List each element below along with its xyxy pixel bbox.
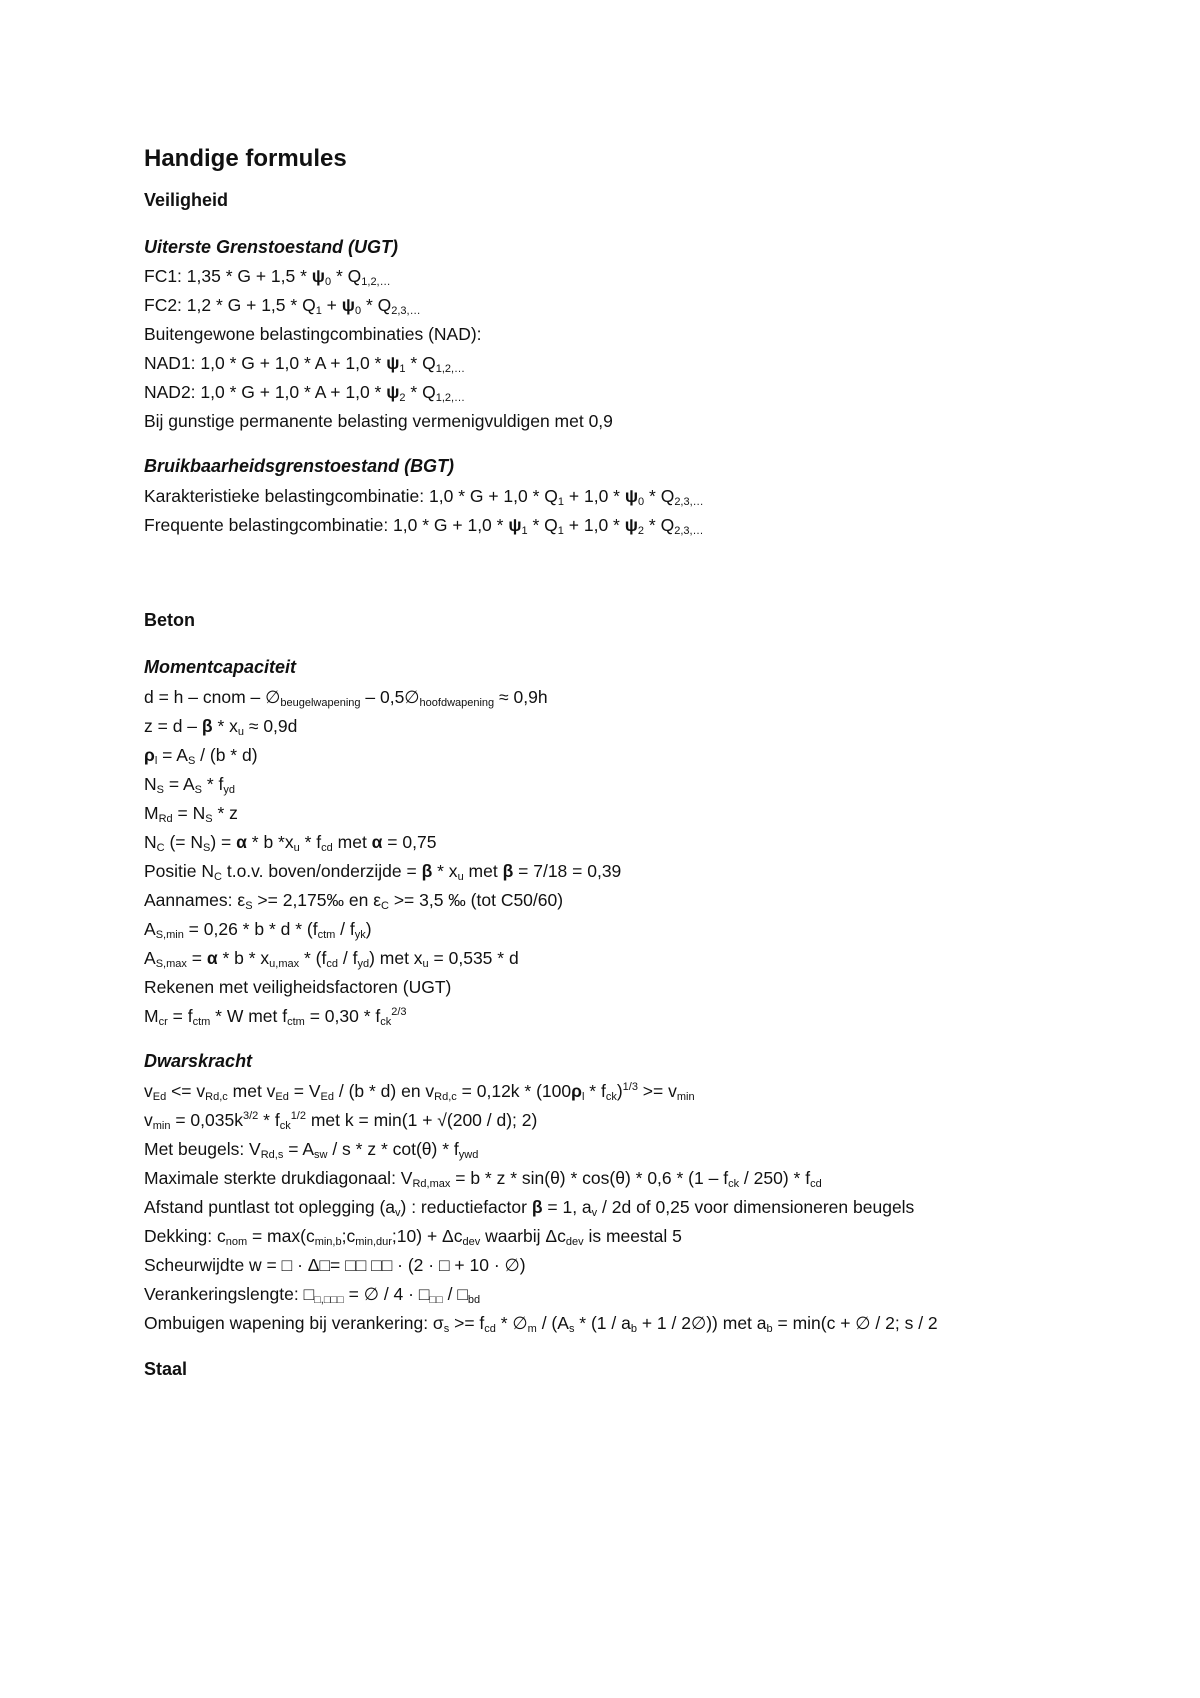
formula-nad2: NAD2: $1,0 * G + 1,0 * A + 1,0 * \psi_2 * Q_{1,2,\dots}$ bbox=[144, 382, 466, 404]
formula-z: $z = d - \beta * x_u \approx 0,9d$ bbox=[144, 716, 298, 738]
nad-heading: Buitengewone belastingcombinaties (NAD): bbox=[144, 324, 482, 344]
formula-positie-nc: Positie $N_C$ t.o.v. boven/onderzijde = β * $x_u$ met β = 7/18 = 0,39 bbox=[144, 861, 622, 883]
formula-ns: $N_S = A_S * f_{yd}$ bbox=[144, 774, 236, 796]
formula-mrd: $M_{Rd} = N_S * z$ bbox=[144, 803, 238, 825]
formula-as-max: $A_{S,max} = \alpha * b * x_{u,max} * (f_{cd} / f_{yd})$ met $x_u = 0,535 * d$ bbox=[144, 948, 519, 970]
note-veiligheidsfactoren: Rekenen met veiligheidsfactoren (UGT) bbox=[144, 977, 452, 997]
formula-drukdiagonaal: Maximale sterkte drukdiagonaal: $V_{Rd,max} = b * z * \sin(\theta) * \cos(\theta) * 0,6 * (1 - f_{ck} / 250) * f_{cd}$ bbox=[144, 1168, 822, 1190]
formula-verankeringslengte: Verankeringslengte: $□_{□,□□□}$ = ∅ / $4 \cdot □_{□□}$ / $□_{bd}$ bbox=[144, 1284, 481, 1306]
formula-scheurwijdte: Scheurwijdte w = □ · Δ□= □□ □□ · (2 · □ + 10 · ∅) bbox=[144, 1255, 526, 1275]
formula-ombuigen: Ombuigen wapening bij verankering: $\sigma_s >= f_{cd}$ * $\emptyset_m / (A_s * (1 / a_b + 1$ / 2∅)) met $a_b = \min(c$ + ∅ / 2; s / 2 bbox=[144, 1313, 938, 1335]
formula-nad1: NAD1: $1,0 * G + 1,0 * A + 1,0 * \psi_1 * Q_{1,2,\dots}$ bbox=[144, 353, 466, 375]
heading-beton: Beton bbox=[144, 610, 195, 630]
formula-nc: $N_C$ (= $N_S) = \alpha * b$ $*x_u * f_{cd}$ met α = 0,75 bbox=[144, 832, 437, 854]
heading-ugt: Uiterste Grenstoestand (UGT) bbox=[144, 237, 399, 257]
formula-karakteristiek: Karakteristieke belastingcombinatie: $1,0 * G + 1,0 * Q_1 + 1,0 * \psi_0 * Q_{2,3,\dots}$ bbox=[144, 486, 704, 508]
heading-bgt: Bruikbaarheidsgrenstoestand (BGT) bbox=[144, 456, 455, 476]
formula-vmin: $v_{min} = 0,035k^{3/2} * f_{ck}^{1/2}$ met k = min(1 + √(200 / d); 2) bbox=[144, 1110, 538, 1132]
formula-rho: $\rho_l = A_S / (b * d)$ bbox=[144, 745, 258, 767]
formula-afstand-puntlast: Afstand puntlast tot oplegging $(a_v)$ : reductiefactor β = 1, $a_v / 2d$ of 0,25 voor dimensioneren beugels bbox=[144, 1197, 915, 1219]
formula-beugels: Met beugels: $V_{Rd,s} = A_{sw} / s * z * \cot(\theta) * f_{ywd}$ bbox=[144, 1139, 479, 1161]
formula-d: d = h – cnom – $\emptyset_{beugelwapening}$ – $0,5\emptyset_{hoofdwapening} \approx 0,9h$ bbox=[144, 687, 548, 709]
formula-as-min: $A_{S,min} = 0,26 * b * d * (f_{ctm} / f_{yk})$ bbox=[144, 919, 372, 941]
heading-staal: Staal bbox=[144, 1359, 188, 1379]
note-gunstig: Bij gunstige permanente belasting vermenigvuldigen met 0,9 bbox=[144, 411, 613, 431]
formula-fc1: FC1: $1,35 * G + 1,5 * \psi_0 * Q_{1,2,\dots}$ bbox=[144, 266, 391, 288]
heading-momentcapaciteit: Momentcapaciteit bbox=[144, 657, 297, 677]
document-title: Handige formules bbox=[144, 145, 347, 172]
heading-veiligheid: Veiligheid bbox=[144, 190, 229, 210]
formula-dekking: Dekking: $c_{nom}$ = $\max(c_{min,b};c_{min,dur};10) + \Delta c_{dev}$ waarbij $\Delta c_{dev}$ is meestal 5 bbox=[144, 1226, 682, 1248]
formula-frequent: Frequente belastingcombinatie: $1,0 * G + 1,0 * \psi_1 * Q_1 + 1,0 * \psi_2 * Q_{2,3,\dots}$ bbox=[144, 515, 704, 537]
formula-aannames: Aannames: $\varepsilon_S$ >= 2,175‰ en $\varepsilon_C >= 3,5$ ‰ (tot C50/60) bbox=[144, 890, 564, 912]
heading-dwarskracht: Dwarskracht bbox=[144, 1051, 253, 1071]
formula-ved: $v_{Ed} <= v_{Rd,c}$ met $v_{Ed} = V_{Ed} / (b * d)$ en $v_{Rd,c} = 0,12k * (100\rho_l * f_{ck})^{1/3} >= v_{min}$ bbox=[144, 1081, 695, 1103]
formula-fc2: FC2: $1,2 * G + 1,5 * Q_1 + \psi_0 * Q_{2,3,\dots}$ bbox=[144, 295, 421, 317]
formula-mcr: $M_{cr} = f_{ctm} * W$ met $f_{ctm} = 0,30 * f_{ck}^{2/3}$ bbox=[144, 1006, 407, 1028]
